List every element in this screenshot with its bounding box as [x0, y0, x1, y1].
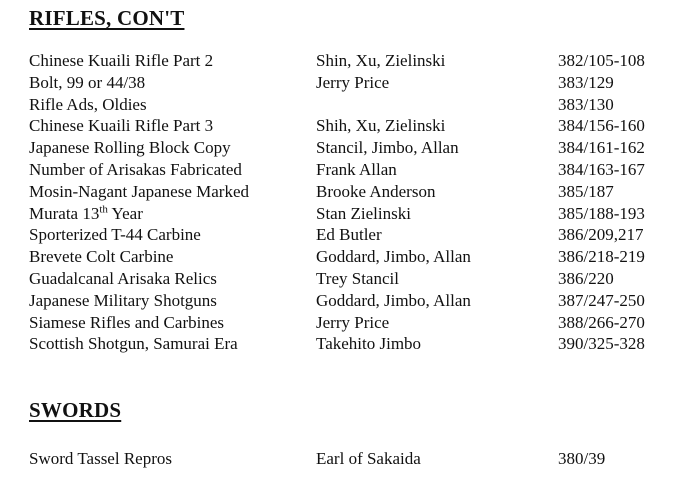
article-reference: 386/220: [558, 268, 614, 288]
article-title: Guadalcanal Arisaka Relics: [29, 268, 217, 288]
article-author: Stan Zielinski: [316, 203, 411, 223]
article-title: Mosin-Nagant Japanese Marked: [29, 181, 249, 201]
article-reference: 390/325-328: [558, 334, 645, 354]
section-heading-swords: SWORDS: [29, 398, 122, 422]
article-author: Shin, Xu, Zielinski: [316, 51, 446, 70]
article-title: [29, 203, 143, 225]
article-reference: 386/218-219: [558, 247, 645, 267]
article-author: Goddard, Jimbo, Allan: [316, 247, 471, 267]
article-title: Sword Tassel Repros: [29, 449, 172, 468]
article-title: Chinese Kuaili Rifle Part 2: [29, 51, 214, 70]
article-reference: 383/129: [558, 72, 614, 92]
article-author: Earl of Sakaida: [316, 449, 421, 468]
article-author: Goddard, Jimbo, Allan: [316, 290, 471, 310]
list-item: [0, 268, 675, 290]
list-item: [0, 312, 675, 334]
article-author: Frank Allan: [316, 159, 397, 179]
article-author: Ed Butler: [316, 225, 382, 245]
section-heading-rifles: RIFLES, CON'T: [29, 6, 185, 30]
list-item: [0, 290, 675, 312]
article-reference: 388/266-270: [558, 312, 645, 332]
article-title: Japanese Military Shotguns: [29, 290, 217, 310]
article-title: Japanese Rolling Block Copy: [29, 138, 231, 158]
article-title: Siamese Rifles and Carbines: [29, 312, 224, 332]
swords-list: [0, 448, 675, 470]
article-author: Takehito Jimbo: [316, 334, 422, 354]
list-item: [0, 246, 675, 268]
list-item: [0, 203, 675, 225]
list-item: [0, 50, 675, 72]
article-author: Trey Stancil: [316, 268, 399, 288]
list-item: [0, 137, 675, 159]
ordinal-suffix: th: [99, 202, 108, 215]
article-reference: 385/188-193: [558, 203, 645, 223]
article-title: Scottish Shotgun, Samurai Era: [29, 334, 238, 354]
list-item: [0, 159, 675, 181]
article-reference: 383/130: [558, 94, 614, 114]
title-text-after: Year: [107, 203, 143, 223]
article-title: Brevete Colt Carbine: [29, 247, 174, 267]
list-item: [0, 224, 675, 246]
article-title: Number of Arisakas Fabricated: [29, 159, 242, 179]
article-title: Bolt, 99 or 44/38: [29, 72, 146, 92]
article-title: Chinese Kuaili Rifle Part 3: [29, 116, 214, 136]
list-item: [0, 115, 675, 137]
list-item: [0, 72, 675, 94]
list-item: [0, 448, 675, 470]
article-title: Sporterized T-44 Carbine: [29, 225, 201, 245]
list-item: [0, 181, 675, 203]
article-author: Jerry Price: [316, 312, 390, 332]
article-author: Shih, Xu, Zielinski: [316, 116, 446, 136]
article-reference: 384/156-160: [558, 116, 645, 136]
title-text: Murata 13: [29, 203, 100, 223]
article-author: Brooke Anderson: [316, 181, 436, 201]
list-item: [0, 333, 675, 355]
article-reference: 384/161-162: [558, 138, 645, 158]
article-reference: 385/187: [558, 181, 614, 201]
article-author: Stancil, Jimbo, Allan: [316, 138, 459, 158]
article-author: Jerry Price: [316, 72, 390, 92]
article-title: Rifle Ads, Oldies: [29, 94, 147, 114]
article-reference: 386/209,217: [558, 225, 644, 245]
article-reference: 387/247-250: [558, 290, 645, 310]
article-reference: 384/163-167: [558, 159, 645, 179]
article-reference: 380/39: [558, 449, 606, 468]
article-reference: 382/105-108: [558, 51, 645, 70]
rifles-list: [0, 50, 675, 355]
list-item: [0, 94, 675, 116]
